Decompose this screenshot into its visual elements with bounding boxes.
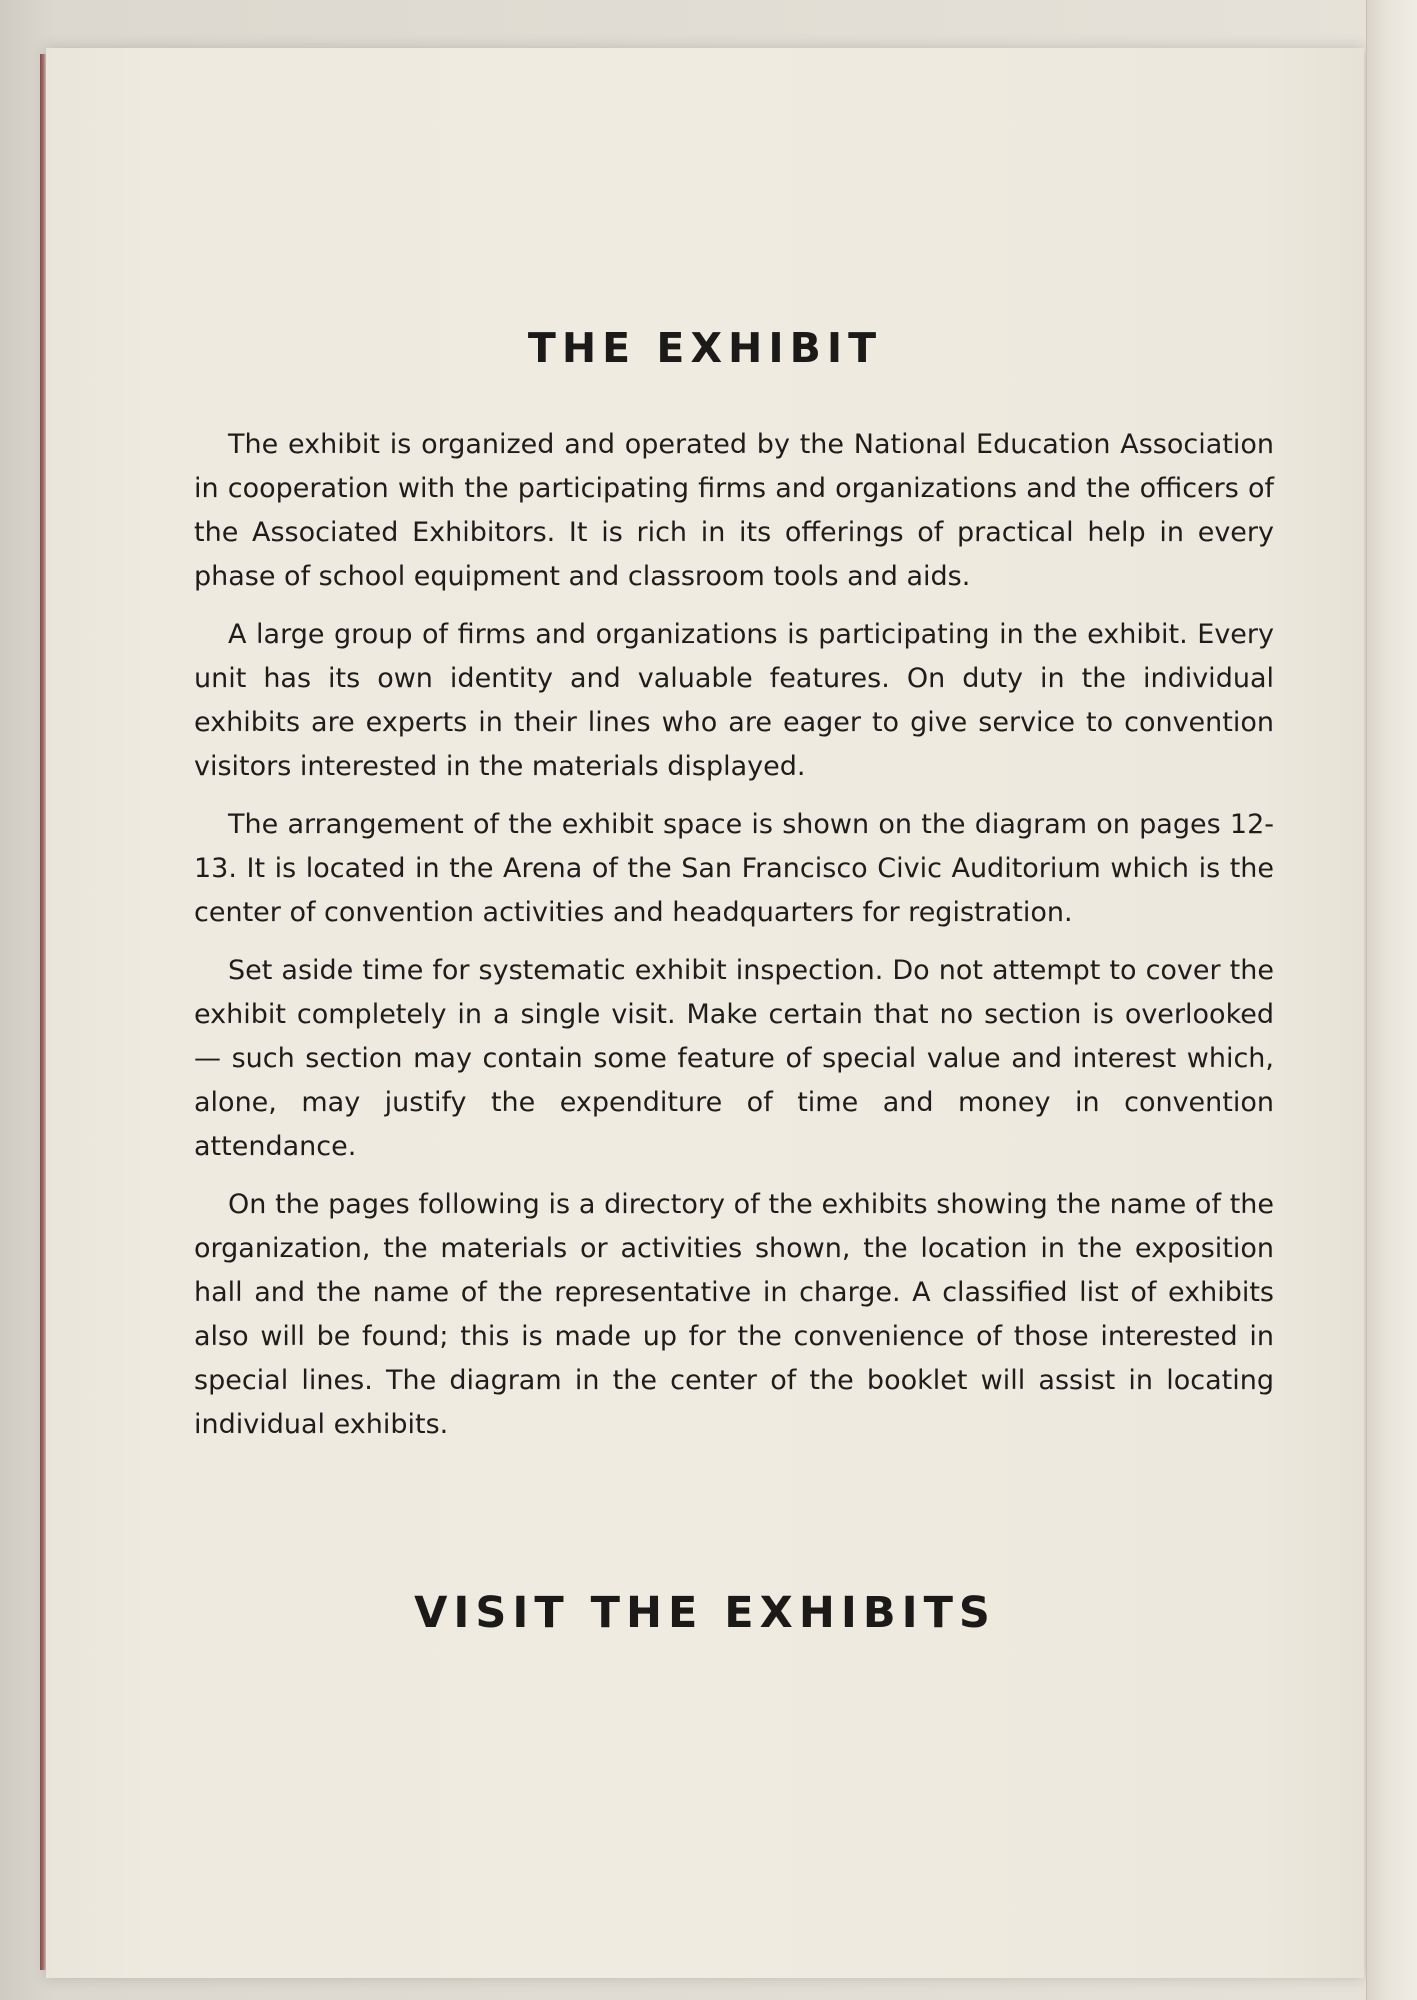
booklet-page xyxy=(46,48,1364,1978)
next-page-edge xyxy=(1366,0,1417,2000)
paragraph-3: The arrangement of the exhibit space is shown on the diagram on pages 12-13. It is located in the Arena of the San Francisco Civic Auditorium which is the center of convention activities and headquarters for registration. xyxy=(194,809,1274,928)
paragraph-4: Set aside time for systematic exhibit inspection. Do not attempt to cover the exhibit completely in a single visit. Make certain that no section is overlooked — such section may contain some feature of special value and interest which, alone, may justify the expenditure of time and money in convention attendance. xyxy=(194,955,1274,1162)
page-title: THE EXHIBIT xyxy=(527,324,883,372)
footer-heading: VISIT THE EXHIBITS xyxy=(414,1588,996,1638)
paragraph-1: The exhibit is organized and operated by the National Education Association in cooperation with the participating firms and organizations and the officers of the Associated Exhibitors. It is rich in its offerings of practical help in every phase of school equipment and classroom tools and aids. xyxy=(194,429,1274,592)
paragraph-2: A large group of firms and organizations is participating in the exhibit. Every unit has its own identity and valuable features. On duty in the individual exhibits are experts in their lines who are eager to give service to convention visitors interested in the materials displayed. xyxy=(194,619,1274,782)
paragraph-5: On the pages following is a directory of the exhibits showing the name of the organization, the materials or activities shown, the location in the exposition hall and the name of the representative in charge. A classified list of exhibits also will be found; this is made up for the convenience of those interested in special lines. The diagram in the center of the booklet will assist in locating individual exhibits. xyxy=(194,1189,1274,1440)
body-text xyxy=(194,423,1274,1461)
